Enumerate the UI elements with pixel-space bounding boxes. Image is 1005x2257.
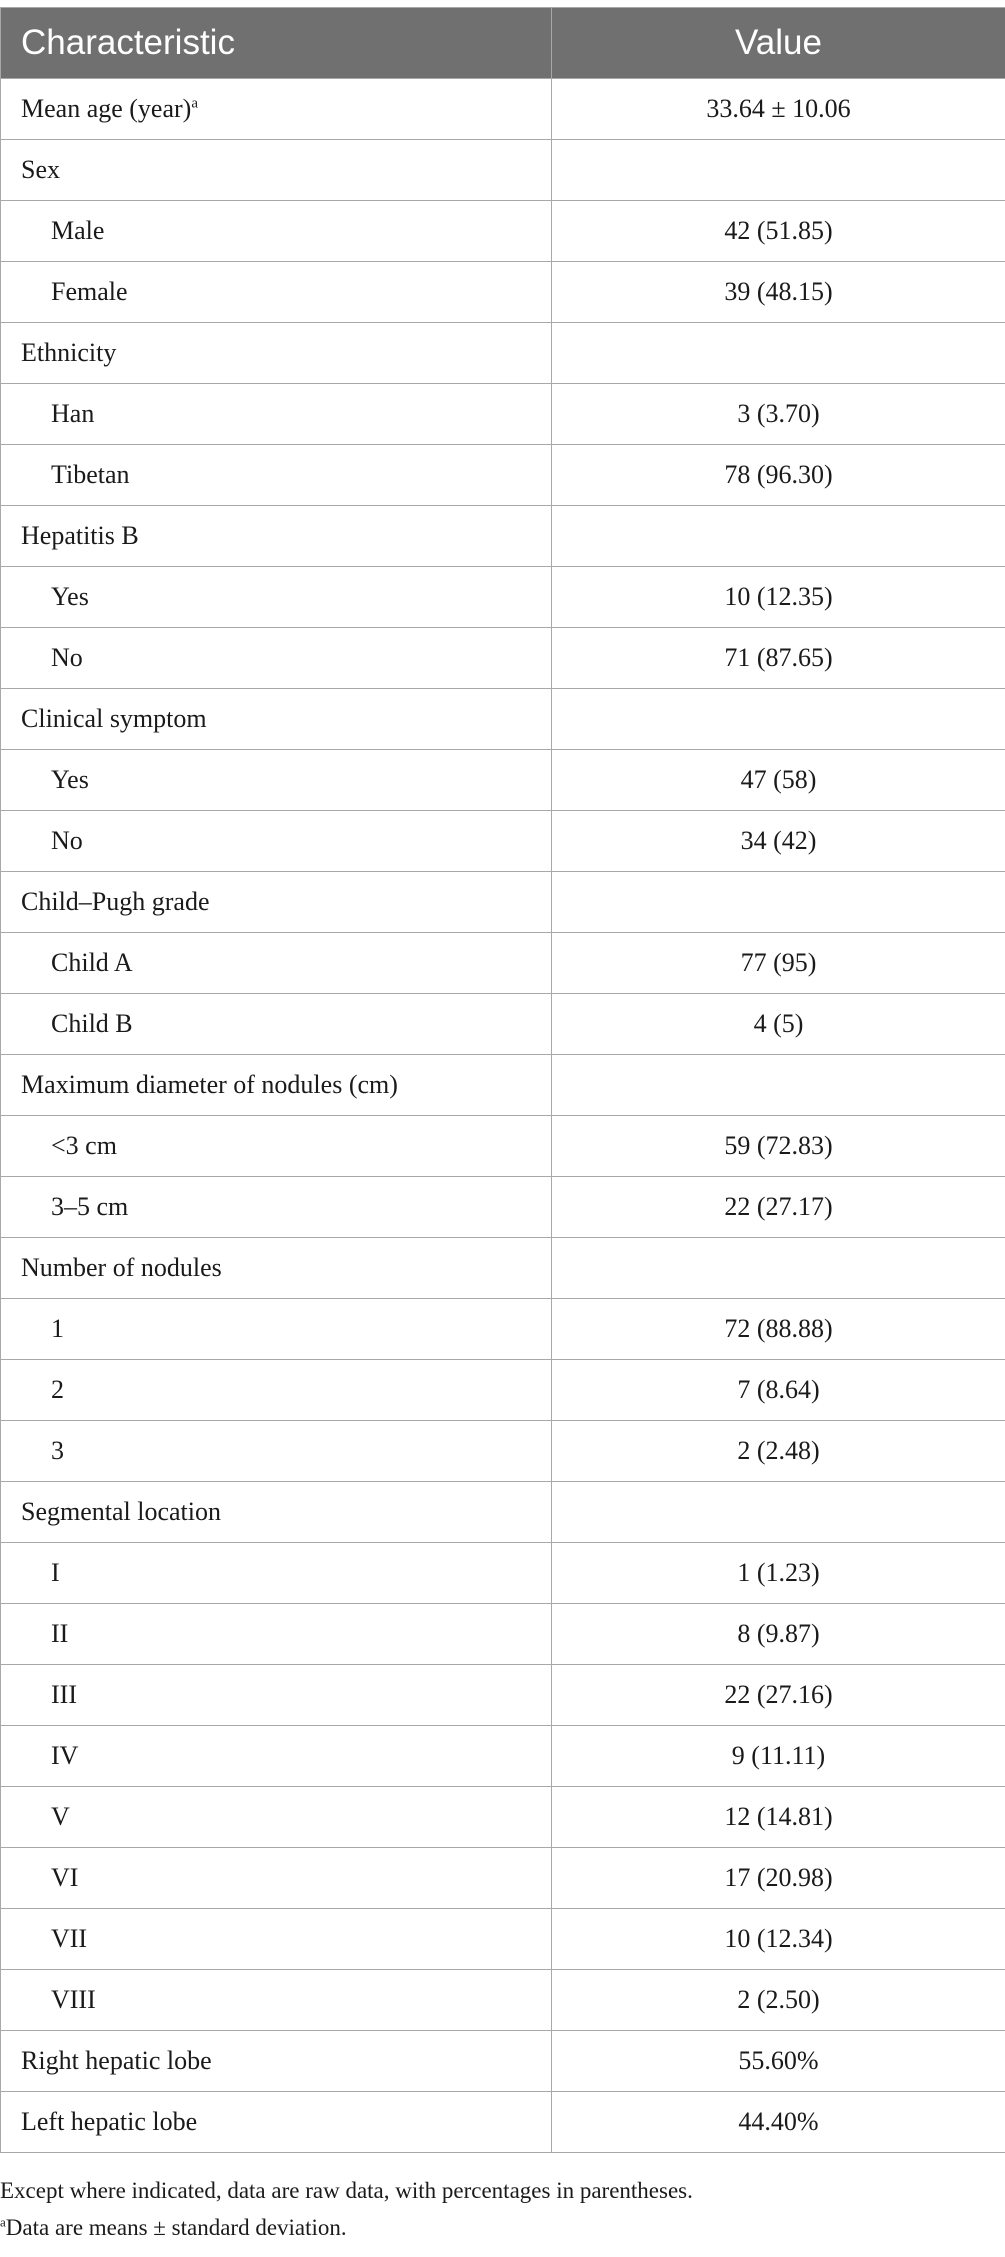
characteristic-label: VII — [51, 1924, 88, 1953]
table-row — [1, 79, 1005, 140]
table-row — [1, 140, 1005, 201]
table-row — [1, 506, 1005, 567]
characteristic-cell — [1, 2031, 552, 2092]
table-footnotes — [0, 2172, 1005, 2246]
characteristic-cell — [1, 1482, 552, 1543]
value-cell: 34 (42) — [552, 811, 1005, 872]
characteristic-label: VIII — [51, 1985, 96, 2014]
characteristic-cell — [1, 1604, 552, 1665]
characteristic-cell — [1, 140, 552, 201]
value-cell: 12 (14.81) — [552, 1787, 1005, 1848]
characteristic-label: Child A — [51, 948, 133, 977]
characteristic-cell — [1, 445, 552, 506]
header-characteristic: Characteristic — [1, 8, 552, 79]
characteristic-cell — [1, 1299, 552, 1360]
table-row — [1, 201, 1005, 262]
table-row — [1, 1421, 1005, 1482]
value-cell: 47 (58) — [552, 750, 1005, 811]
characteristic-label: V — [51, 1802, 70, 1831]
table-row — [1, 628, 1005, 689]
table-row — [1, 1055, 1005, 1116]
value-cell: 7 (8.64) — [552, 1360, 1005, 1421]
characteristic-cell — [1, 1055, 552, 1116]
value-cell — [552, 1055, 1005, 1116]
characteristic-label: Child B — [51, 1009, 133, 1038]
characteristic-cell — [1, 262, 552, 323]
characteristic-label: Segmental location — [21, 1497, 222, 1526]
characteristic-label: Yes — [51, 765, 89, 794]
characteristic-cell — [1, 1787, 552, 1848]
table-row — [1, 811, 1005, 872]
characteristic-label: Maximum diameter of nodules (cm) — [21, 1070, 398, 1099]
characteristic-label: Han — [51, 399, 95, 428]
table-row — [1, 1116, 1005, 1177]
characteristic-label: Mean age (year) — [21, 94, 192, 123]
characteristic-cell — [1, 872, 552, 933]
footnote-a-text: Data are means ± standard deviation. — [5, 2215, 347, 2240]
characteristic-cell — [1, 201, 552, 262]
header-value: Value — [552, 8, 1005, 79]
characteristic-label: 2 — [51, 1375, 64, 1404]
characteristic-cell — [1, 1909, 552, 1970]
value-cell: 2 (2.48) — [552, 1421, 1005, 1482]
value-cell: 72 (88.88) — [552, 1299, 1005, 1360]
characteristic-label: 3–5 cm — [51, 1192, 129, 1221]
characteristic-label: Number of nodules — [21, 1253, 222, 1282]
table-row — [1, 750, 1005, 811]
value-cell — [552, 1238, 1005, 1299]
value-cell: 77 (95) — [552, 933, 1005, 994]
value-cell: 22 (27.16) — [552, 1665, 1005, 1726]
value-cell — [552, 506, 1005, 567]
value-cell — [552, 140, 1005, 201]
table-body — [1, 79, 1005, 2153]
characteristic-cell — [1, 750, 552, 811]
header-row — [1, 8, 1005, 79]
table-row — [1, 1482, 1005, 1543]
value-cell: 10 (12.34) — [552, 1909, 1005, 1970]
characteristic-label: Clinical symptom — [21, 704, 207, 733]
value-cell: 78 (96.30) — [552, 445, 1005, 506]
characteristic-cell — [1, 1177, 552, 1238]
characteristic-cell — [1, 1543, 552, 1604]
table-row — [1, 1665, 1005, 1726]
value-cell: 55.60% — [552, 2031, 1005, 2092]
table-row — [1, 445, 1005, 506]
characteristic-label: No — [51, 643, 83, 672]
characteristic-label: 3 — [51, 1436, 64, 1465]
table-row — [1, 567, 1005, 628]
characteristic-cell — [1, 628, 552, 689]
table-row — [1, 933, 1005, 994]
characteristic-label: III — [51, 1680, 77, 1709]
value-cell — [552, 872, 1005, 933]
characteristic-cell — [1, 1848, 552, 1909]
table-row — [1, 1177, 1005, 1238]
characteristic-cell — [1, 1238, 552, 1299]
value-cell: 22 (27.17) — [552, 1177, 1005, 1238]
characteristic-cell — [1, 506, 552, 567]
characteristic-label: II — [51, 1619, 69, 1648]
characteristic-label: VI — [51, 1863, 79, 1892]
footnote-marker: a — [191, 95, 199, 112]
characteristic-label: No — [51, 826, 83, 855]
characteristic-cell — [1, 1360, 552, 1421]
characteristic-label: Yes — [51, 582, 89, 611]
characteristic-label: Ethnicity — [21, 338, 117, 367]
characteristic-label: Sex — [21, 155, 60, 184]
characteristic-cell — [1, 994, 552, 1055]
table-row — [1, 2092, 1005, 2153]
characteristic-cell — [1, 933, 552, 994]
value-cell: 8 (9.87) — [552, 1604, 1005, 1665]
characteristic-cell — [1, 1421, 552, 1482]
table-row — [1, 2031, 1005, 2092]
value-cell — [552, 689, 1005, 750]
value-cell: 42 (51.85) — [552, 201, 1005, 262]
table-row — [1, 1360, 1005, 1421]
characteristic-cell — [1, 384, 552, 445]
table-row — [1, 1909, 1005, 1970]
characteristic-cell — [1, 2092, 552, 2153]
characteristics-table-container — [0, 7, 1005, 2153]
characteristic-label: Child–Pugh grade — [21, 887, 210, 916]
characteristic-label: Left hepatic lobe — [21, 2107, 198, 2136]
characteristic-label: Tibetan — [51, 460, 130, 489]
characteristic-label: 1 — [51, 1314, 64, 1343]
value-cell: 17 (20.98) — [552, 1848, 1005, 1909]
characteristic-label: IV — [51, 1741, 79, 1770]
characteristic-cell — [1, 1970, 552, 2031]
characteristic-label: <3 cm — [51, 1131, 117, 1160]
characteristic-cell — [1, 79, 552, 140]
value-cell: 33.64 ± 10.06 — [552, 79, 1005, 140]
value-cell: 2 (2.50) — [552, 1970, 1005, 2031]
characteristics-table — [0, 7, 1005, 2153]
table-row — [1, 689, 1005, 750]
characteristic-cell — [1, 323, 552, 384]
value-cell: 71 (87.65) — [552, 628, 1005, 689]
characteristic-cell — [1, 689, 552, 750]
table-row — [1, 1238, 1005, 1299]
value-cell: 59 (72.83) — [552, 1116, 1005, 1177]
characteristic-cell — [1, 1726, 552, 1787]
characteristic-cell — [1, 1665, 552, 1726]
characteristic-label: I — [51, 1558, 60, 1587]
value-cell: 9 (11.11) — [552, 1726, 1005, 1787]
table-row — [1, 1604, 1005, 1665]
table-row — [1, 1787, 1005, 1848]
value-cell: 3 (3.70) — [552, 384, 1005, 445]
characteristic-label: Right hepatic lobe — [21, 2046, 212, 2075]
table-row — [1, 1543, 1005, 1604]
footnote-a-marker: a — [0, 2214, 6, 2230]
table-row — [1, 1726, 1005, 1787]
characteristic-label: Male — [51, 216, 105, 245]
value-cell — [552, 323, 1005, 384]
characteristic-cell — [1, 567, 552, 628]
value-cell: 4 (5) — [552, 994, 1005, 1055]
footnote-general: Except where indicated, data are raw data, with percentages in parentheses. — [0, 2178, 693, 2203]
table-row — [1, 994, 1005, 1055]
value-cell — [552, 1482, 1005, 1543]
characteristic-cell — [1, 1116, 552, 1177]
value-cell: 10 (12.35) — [552, 567, 1005, 628]
table-header — [1, 8, 1005, 79]
table-row — [1, 1848, 1005, 1909]
characteristic-label: Hepatitis B — [21, 521, 139, 550]
table-row — [1, 1299, 1005, 1360]
table-row — [1, 872, 1005, 933]
characteristic-label: Female — [51, 277, 128, 306]
value-cell: 44.40% — [552, 2092, 1005, 2153]
table-row — [1, 262, 1005, 323]
table-row — [1, 323, 1005, 384]
table-row — [1, 1970, 1005, 2031]
value-cell: 1 (1.23) — [552, 1543, 1005, 1604]
characteristic-cell — [1, 811, 552, 872]
table-row — [1, 384, 1005, 445]
footnote-a — [0, 2209, 1005, 2246]
value-cell: 39 (48.15) — [552, 262, 1005, 323]
